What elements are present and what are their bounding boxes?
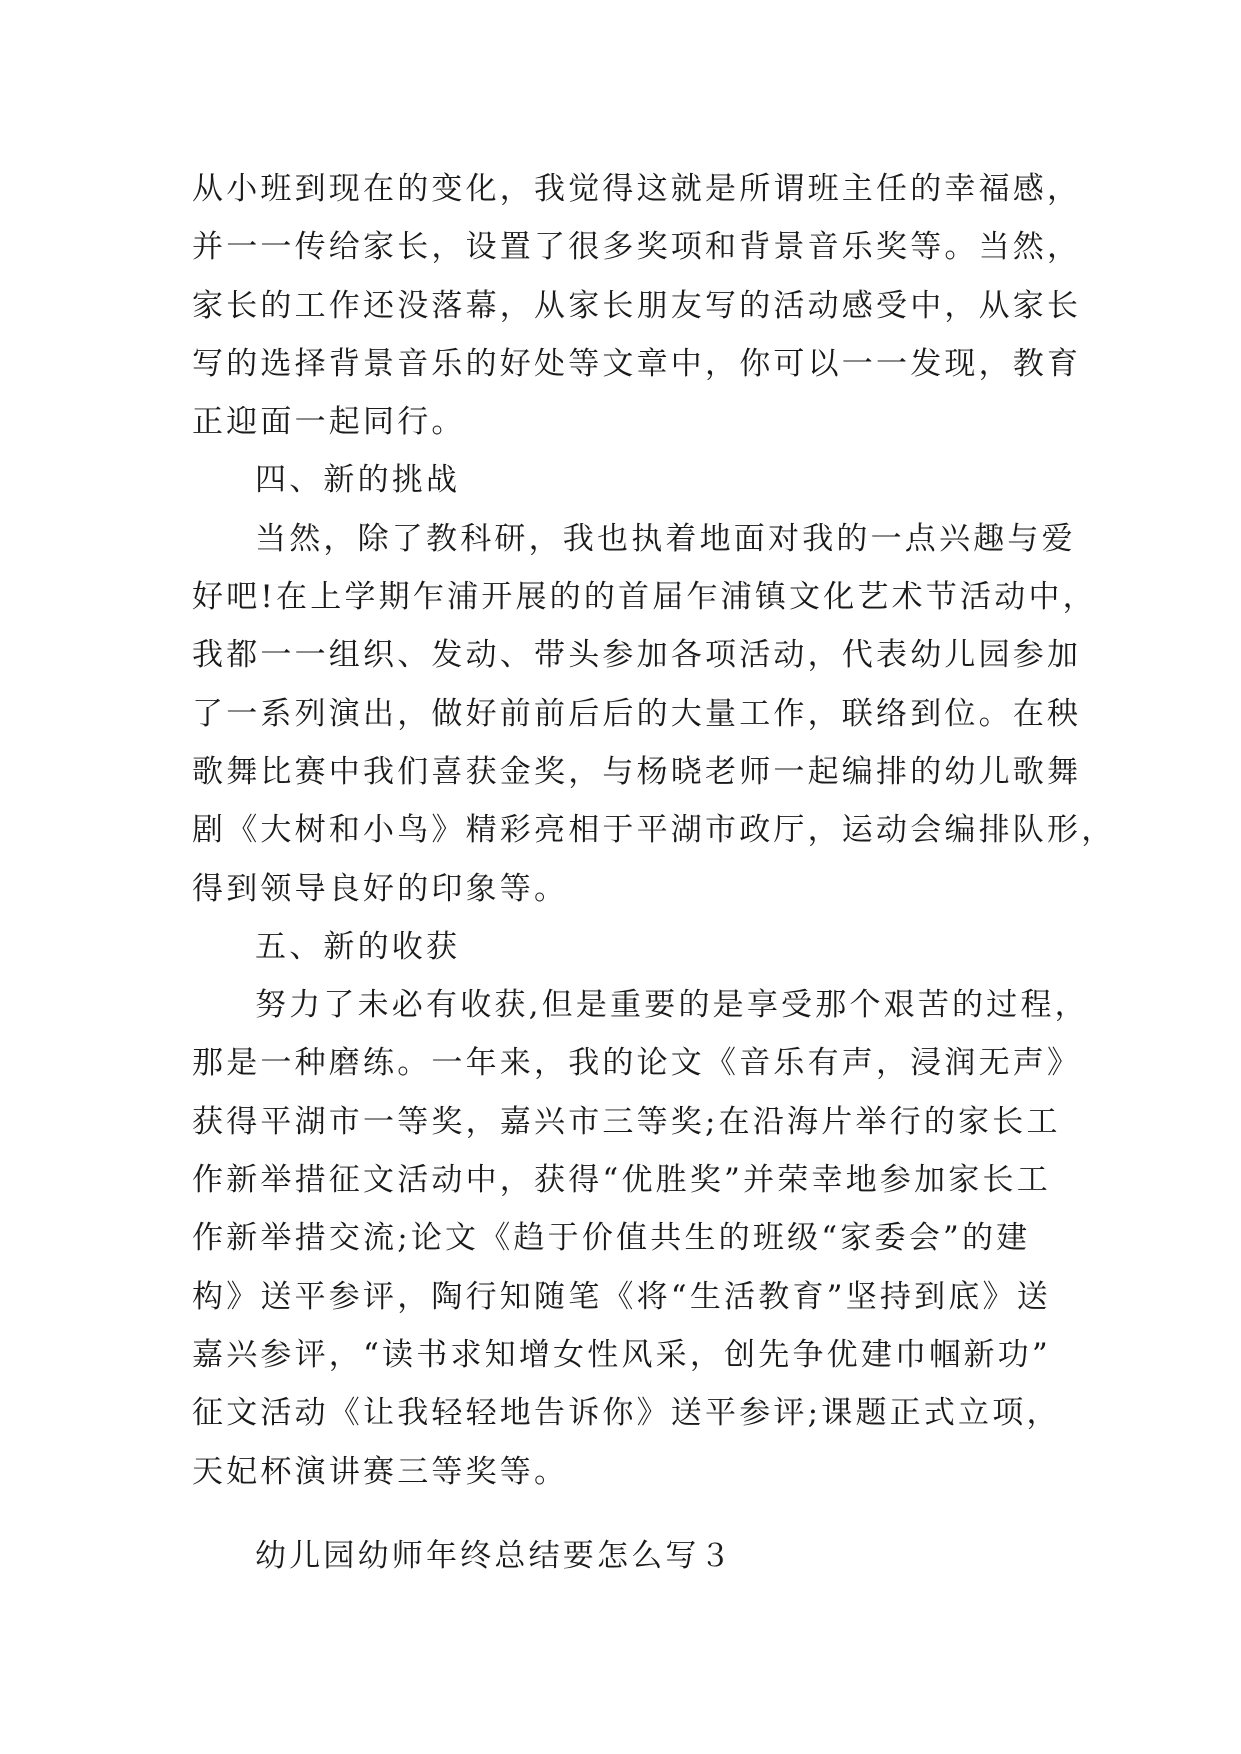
section-heading: 幼儿园幼师年终总结要怎么写３ (255, 1537, 734, 1574)
paragraph-lines (192, 160, 1116, 1501)
text-line: 天妃杯演讲赛三等奖等。 (192, 1453, 569, 1490)
text-line: 歌舞比赛中我们喜获金奖，与杨晓老师一起编排的幼儿歌舞 (192, 753, 1082, 790)
text-line: 家长的工作还没落幕，从家长朋友写的活动感受中，从家长 (192, 287, 1082, 324)
text-line: 征文活动《让我轻轻地告诉你》送平参评;课题正式立项， (192, 1395, 1061, 1432)
text-line: 那是一种磨练。一年来，我的论文《音乐有声，浸润无声》 (192, 1045, 1082, 1082)
text-line: 五、新的收获 (255, 928, 461, 965)
text-line: 努力了未必有收获,但是重要的是享受那个艰苦的过程， (255, 987, 1089, 1024)
text-line: 作新举措交流;论文《趋于价值共生的班级“家委会”的建 (192, 1220, 1031, 1257)
text-line: 从小班到现在的变化，我觉得这就是所谓班主任的幸福感， (192, 171, 1082, 207)
text-line: 并一一传给家长，设置了很多奖项和背景音乐奖等。当然， (192, 229, 1082, 266)
text-line: 作新举措征文活动中，获得“优胜奖”并荣幸地参加家长工 (192, 1162, 1051, 1199)
text-line: 构》送平参评，陶行知随笔《将“生活教育”坚持到底》送 (192, 1278, 1051, 1315)
text-line: 获得平湖市一等奖，嘉兴市三等奖;在沿海片举行的家长工 (192, 1103, 1061, 1140)
text-line: 我都一一组织、发动、带头参加各项活动，代表幼儿园参加 (192, 637, 1082, 674)
section-gap (192, 1501, 1072, 1527)
document-body (192, 160, 1116, 1585)
text-line: 写的选择背景音乐的好处等文章中，你可以一一发现，教育 (192, 345, 1082, 382)
text-line: 剧《大树和小鸟》精彩亮相于平湖市政厅，运动会编排队形， (192, 812, 1116, 849)
text-line: 当然，除了教科研，我也执着地面对我的一点兴趣与爱 (255, 520, 1076, 557)
text-line: 四、新的挑战 (255, 462, 461, 499)
text-line: 好吧!在上学期乍浦开展的的首届乍浦镇文化艺术节活动中， (192, 579, 1097, 616)
text-line: 正迎面一起同行。 (192, 404, 466, 441)
text-line: 嘉兴参评，“读书求知增女性风采，创先争优建巾帼新功” (192, 1336, 1051, 1373)
text-line: 了一系列演出，做好前前后后的大量工作，联络到位。在秧 (192, 695, 1082, 732)
text-line: 得到领导良好的印象等。 (192, 870, 569, 907)
